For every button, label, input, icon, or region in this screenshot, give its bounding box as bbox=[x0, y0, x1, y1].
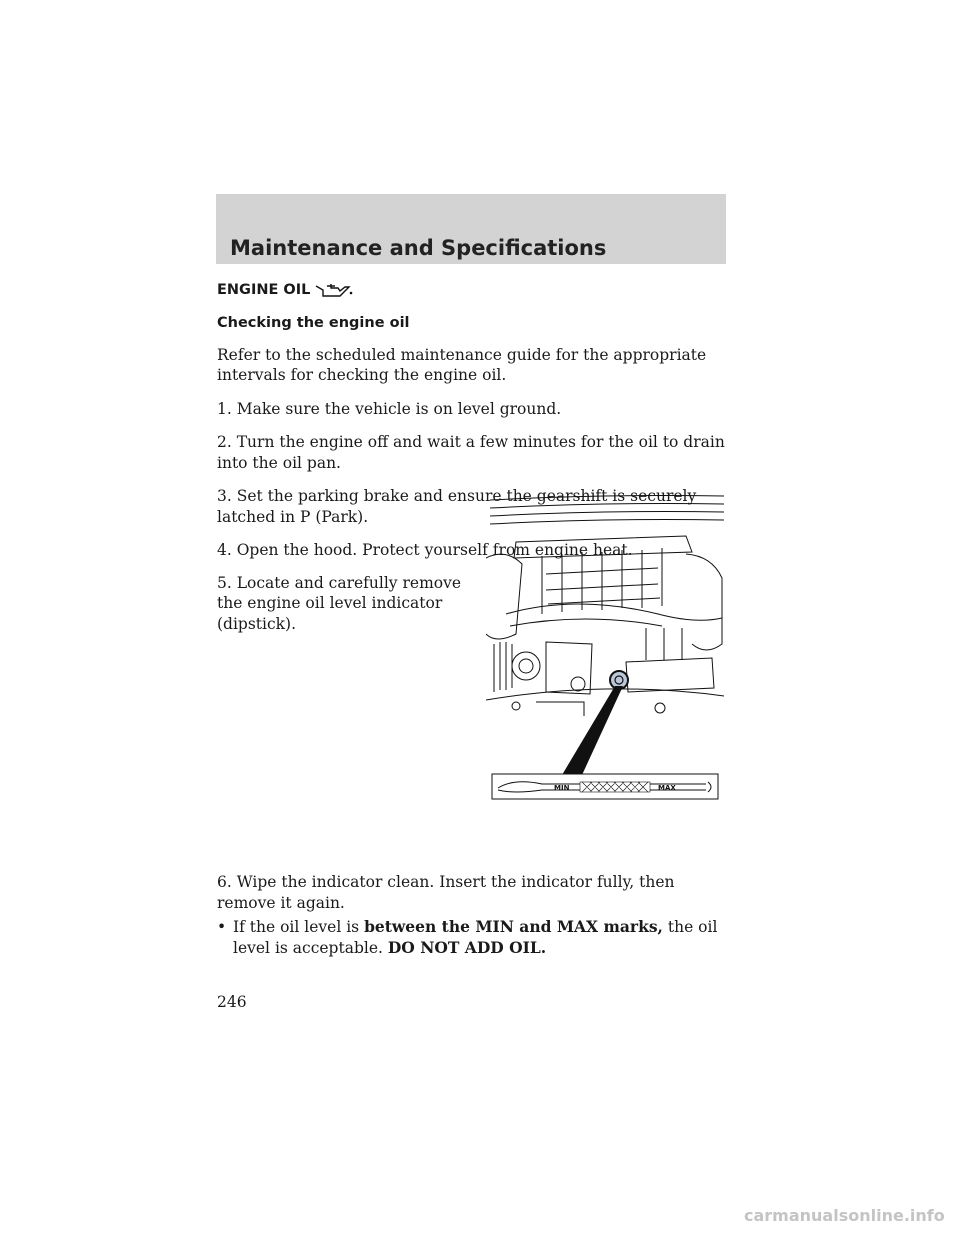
engine-oil-heading-row bbox=[217, 278, 729, 300]
step-5: 5. Locate and carefully remove the engine oil level indicator (dipstick). bbox=[217, 573, 462, 633]
engine-dipstick-illustration bbox=[486, 494, 726, 804]
intro-paragraph: Refer to the scheduled maintenance guide for the appropriate intervals for checking the engine oil. bbox=[217, 345, 707, 384]
bullet-bold-range: between the MIN and MAX marks, bbox=[364, 917, 663, 936]
step-1: 1. Make sure the vehicle is on level ground. bbox=[217, 399, 562, 418]
subheading: Checking the engine oil bbox=[217, 315, 410, 331]
dipstick-min-label: MIN bbox=[554, 784, 570, 792]
bullet-item bbox=[217, 917, 729, 958]
engine-oil-heading: ENGINE OIL bbox=[217, 281, 311, 298]
bullet-bold-warning: DO NOT ADD OIL. bbox=[387, 937, 547, 957]
bullet-text: If the oil level is between the MIN and MAX marks, the oil level is acceptable. DO NOT ADD OIL. bbox=[233, 917, 718, 957]
dipstick-max-label: MAX bbox=[658, 784, 676, 792]
bullet-symbol: • bbox=[217, 918, 227, 936]
step-2: 2. Turn the engine off and wait a few minutes for the oil to drain into the oil pan. bbox=[217, 433, 725, 472]
step-4: 4. Open the hood. Protect yourself from engine heat. bbox=[217, 541, 633, 559]
section-title: Maintenance and Specifications bbox=[230, 236, 607, 260]
step-6: 6. Wipe the indicator clean. Insert the indicator fully, then remove it again. bbox=[217, 873, 675, 912]
step-3: 3. Set the parking brake and ensure the gearshift is securely latched in P (Park). bbox=[217, 487, 697, 526]
page-number: 246 bbox=[217, 993, 247, 1011]
engine-oil-can-icon bbox=[313, 280, 353, 298]
watermark: carmanualsonline.info bbox=[744, 1206, 945, 1225]
